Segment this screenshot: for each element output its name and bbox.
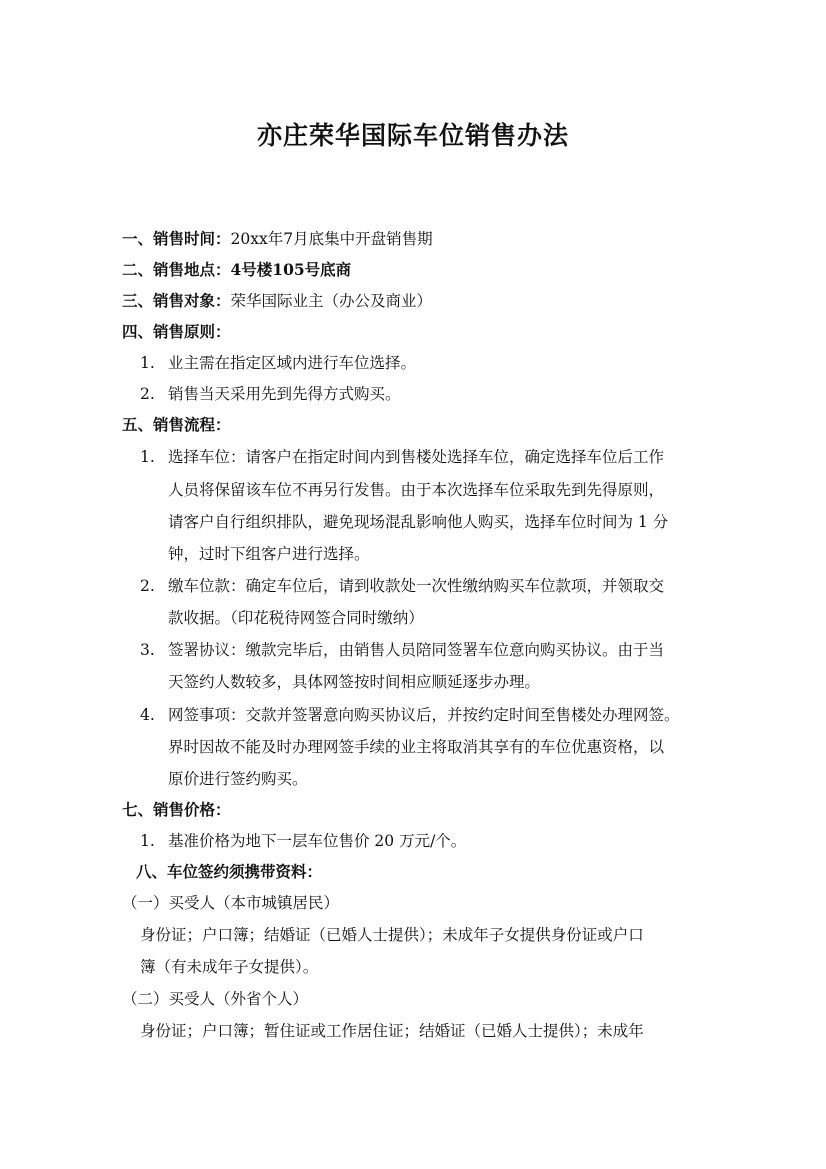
list-item-line: 签署协议：缴款完毕后，由销售人员陪同签署车位意向购买协议。由于当 [168,641,665,659]
section-sales-location [122,260,351,280]
list-item-line: 选择车位：请客户在指定时间内到售楼处选择车位，确定选择车位后工作 [168,448,665,466]
paragraph-line: 身份证；户口簿；暂住证或工作居住证；结婚证（已婚人士提供）；未成年 [140,1022,644,1040]
subsection-heading: （一）买受人（本市城镇居民） [122,894,340,912]
subsection-heading: （二）买受人（外省个人） [122,990,309,1008]
section-sales-price: 七、销售价格： [122,800,231,819]
list-item-line: 钟，过时下组客户进行选择。 [168,545,370,563]
list-number: 1. [140,832,155,850]
list-item: 业主需在指定区域内进行车位选择。 [168,354,417,372]
list-number: 4. [140,706,155,724]
list-item-line: 网签事项：交款并签署意向购买协议后，并按约定时间至售楼处办理网签。 [168,706,680,724]
list-number: 2. [140,577,155,595]
paragraph-line: 簿（有未成年子女提供）。 [140,958,319,976]
list-number: 3. [140,641,155,659]
section-sales-time [122,229,433,249]
section-label: 一、销售时间： [122,229,231,248]
section-value: 4号楼105号底商 [230,260,352,279]
list-item-line: 原价进行签约购买。 [168,770,308,788]
section-label: 二、销售地点： [122,260,231,279]
page-title: 亦庄荣华国际车位销售办法 [256,121,569,150]
section-sales-principles: 四、销售原则： [122,322,231,341]
list-item-line: 请客户自行组织排队，避免现场混乱影响他人购买，选择车位时间为 1 分 [168,513,669,531]
list-number: 2. [140,385,155,403]
section-sales-process: 五、销售流程： [122,415,231,434]
list-number: 1. [140,448,155,466]
list-item-line: 人员将保留该车位不再另行发售。由于本次选择车位采取先到先得原则， [168,481,665,499]
list-item-line: 缴车位款：确定车位后，请到收款处一次性缴纳购买车位款项，并领取交 [168,577,665,595]
list-number: 1. [140,354,155,372]
list-item-line: 界时因故不能及时办理网签手续的业主将取消其享有的车位优惠资格，以 [168,738,665,756]
list-item-line: 款收据。（印花税待网签合同时缴纳） [168,609,424,627]
list-item-line: 天签约人数较多，具体网签按时间相应顺延逐步办理。 [168,673,541,691]
section-signing-materials: 八、车位签约须携带资料： [136,862,323,881]
section-sales-target [122,291,432,311]
section-value: 荣华国际业主（办公及商业） [230,292,433,310]
section-value: 20xx年7月底集中开盘销售期 [230,230,433,248]
list-item: 销售当天采用先到先得方式购买。 [168,385,401,403]
section-label: 三、销售对象： [122,291,231,310]
list-item: 基准价格为地下一层车位售价 20 万元/个。 [168,832,467,850]
paragraph-line: 身份证；户口簿；结婚证（已婚人士提供）；未成年子女提供身份证或户口 [140,926,644,944]
